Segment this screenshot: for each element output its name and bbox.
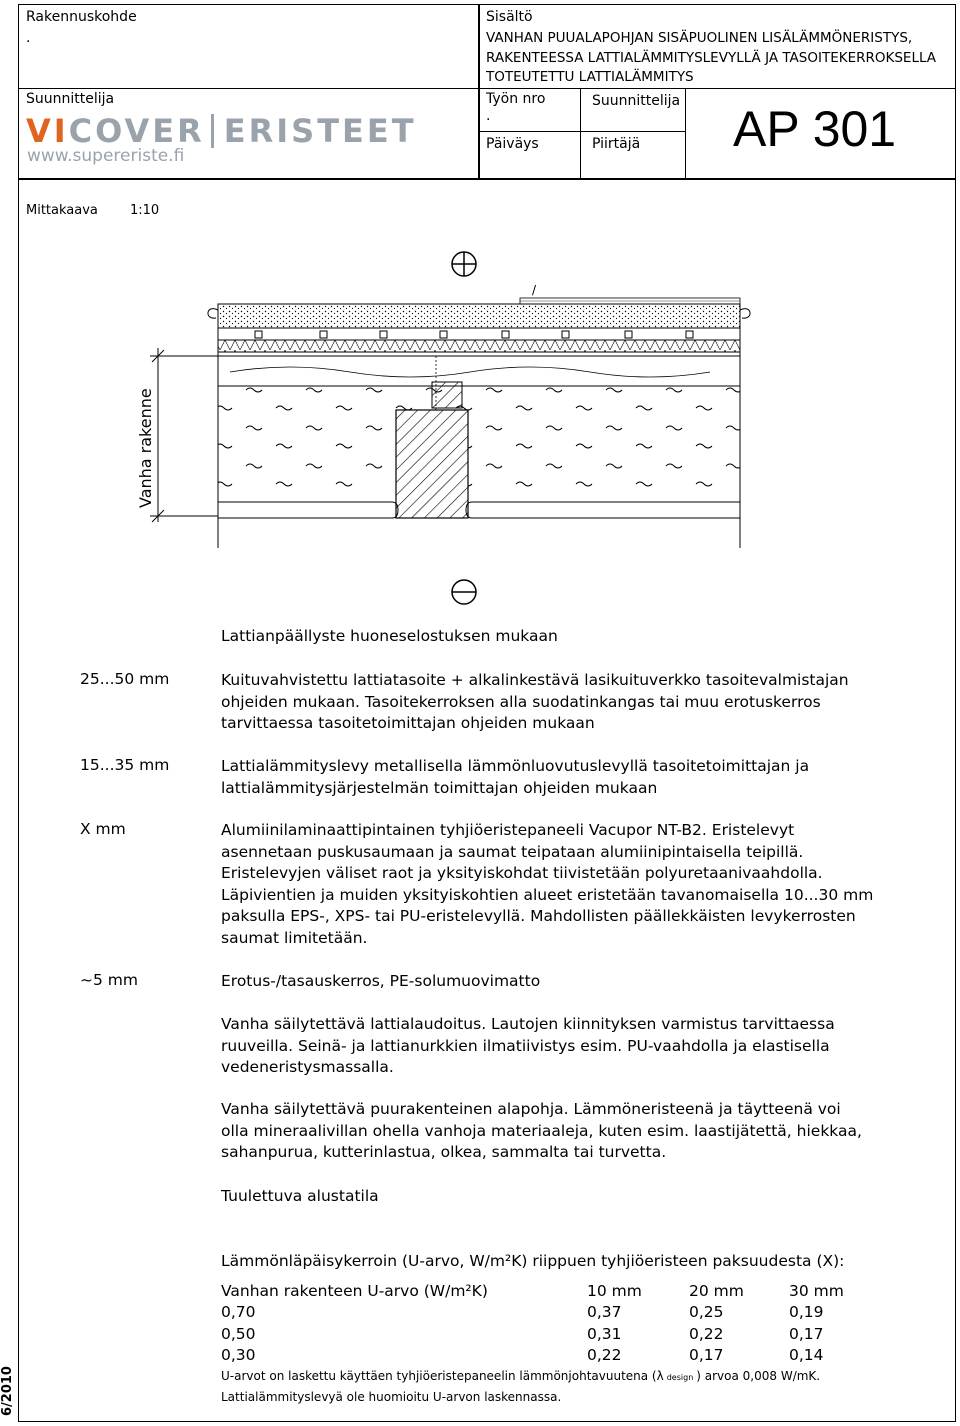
drafter-label: Piirtäjä <box>592 136 641 152</box>
warm-side-symbol <box>452 252 476 276</box>
layer-3: Lattialämmityslevy metallisella lämmönluovutuslevyllä tasoitetoimittajan ja lattialämmitysjärjestelmän toimittajan ohjeiden mukaan <box>221 757 810 797</box>
layer-4: Alumiinilaminaattipintainen tyhjiöeristepaneeli Vacupor NT-B2. Eristelevyt asennetaan puskusaumaan ja saumat teipataan alumiinipintaisella teipillä. Eristelevyjen väliset raot ja yksityiskohdat tiivistetään polyuretaanivaahdolla. Läpivientien ja muiden yksityiskohtien alueet eristetään tavanomaisella 10...30 mm paksulla EPS-, XPS- tai PU-eristelevyllä. Mahdollisten päällekkäisten levykerrosten saumat limitetään. <box>221 821 874 947</box>
content-line-3: TOTEUTETTU LATTIALÄMMITYS <box>486 69 694 85</box>
company-logo: VICOVER ERISTEET <box>26 112 417 150</box>
designer-label-right: Suunnittelija <box>592 93 681 109</box>
layer-8: Tuulettuva alustatila <box>221 1187 379 1205</box>
designer-label-left: Suunnittelija <box>26 91 115 107</box>
content-line-1: VANHAN PUUALAPOHJAN SISÄPUOLINEN LISÄLÄMMÖNERISTYS, <box>486 30 913 46</box>
cold-side-symbol <box>452 580 476 604</box>
layer-2: Kuituvahvistettu lattiatasoite + alkalinkestävä lasikuituverkko tasoitevalmistajan ohjeiden mukaan. Tasoitekerroksen alla suodatinkangas tai muu erotuskerros tarvittaessa tasoitetoimittajan ohjeiden mukaan <box>221 671 849 732</box>
dimension-label: Vanha rakenne <box>136 388 155 508</box>
date-label: Päiväys <box>486 136 539 152</box>
table-header-row: Vanhan rakenteen U-arvo (W/m²K) 10 mm 20 mm 30 mm <box>221 1281 844 1300</box>
scale-label: Mittakaava <box>26 203 98 218</box>
scale-value: 1:10 <box>130 203 160 218</box>
layer-7: Vanha säilytettävä puurakenteinen alapohja. Lämmöneristeenä ja täytteenä voi olla mineraalivillan ohella vanhoja materiaaleja, kuten esim. laastijätettä, hiekkaa, sahanpurua, kutterinlastua, olkea, sammalta tai turvetta. <box>221 1100 862 1161</box>
company-url: www.supereriste.fi <box>27 146 185 166</box>
uvalue-heading: Lämmönläpäisykerroin (U-arvo, W/m²K) riippuen tyhjiöeristeen paksuudesta (X): <box>221 1252 845 1270</box>
content-label: Sisältö <box>486 9 533 25</box>
uvalue-table <box>221 1280 844 1366</box>
layer-3-thickness: 15...35 mm <box>80 756 170 774</box>
layer-6: Vanha säilytettävä lattialaudoitus. Lautojen kiinnityksen varmistus tarvittaessa ruuveilla. Seinä- ja lattianurkkien ilmatiivistys esim. PU-vaahdolla ja elastisella vedeneristysmassalla. <box>221 1015 835 1076</box>
job-no-label: Työn nro <box>486 91 546 107</box>
table-row: 0,30 0,22 0,17 0,14 <box>221 1346 824 1365</box>
section-drawing <box>0 0 960 620</box>
table-row: 0,50 0,31 0,22 0,17 <box>221 1324 824 1343</box>
layer-5: Erotus-/tasauskerros, PE-solumuovimatto <box>221 972 541 990</box>
project-label: Rakennuskohde <box>26 9 137 25</box>
layer-1: Lattianpäällyste huoneselostuksen mukaan <box>221 627 558 645</box>
dimension-line <box>150 348 218 522</box>
slash-mark: / <box>532 283 537 297</box>
layer-2-thickness: 25...50 mm <box>80 670 170 688</box>
table-row: 0,70 0,37 0,25 0,19 <box>221 1303 824 1322</box>
project-value: . <box>26 30 31 46</box>
content-line-2: RAKENTEESSA LATTIALÄMMITYSLEVYLLÄ JA TASOITEKERROKSELLA <box>486 50 937 66</box>
job-no-value: . <box>486 108 491 124</box>
layer-5-thickness: ~5 mm <box>80 971 138 989</box>
uvalue-note-1: U-arvot on laskettu käyttäen tyhjiöeristepaneelin lämmönjohtavuutena (λ design ) arvoa 0,008 W/mK. <box>221 1369 821 1383</box>
side-date: 6/2010 <box>0 1366 15 1416</box>
drawing-code: AP 301 <box>733 101 897 157</box>
uvalue-note-2: Lattialämmityslevyä ole huomioitu U-arvon laskennassa. <box>221 1390 562 1404</box>
layer-4-thickness: X mm <box>80 820 126 838</box>
